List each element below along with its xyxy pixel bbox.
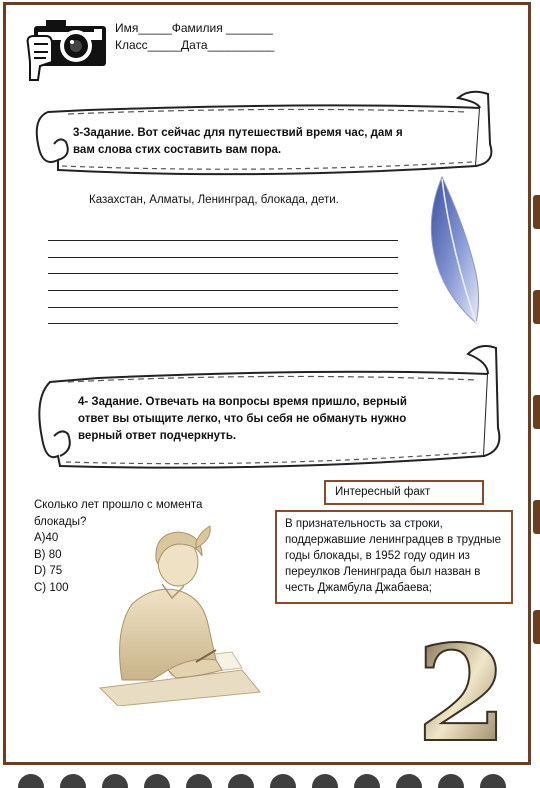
answer-option[interactable]: С) 100 [34,582,69,594]
camera-icon [24,14,110,84]
side-tab [533,290,540,324]
answer-line[interactable] [48,307,398,308]
woman-writing-figure [92,520,262,706]
svg-text:2: 2 [416,632,508,752]
answer-option[interactable]: D) 75 [34,565,63,577]
side-tab [533,610,540,644]
answer-line[interactable] [48,273,398,274]
answer-line[interactable] [48,257,398,258]
fact-text: В признательность за строки, поддержавшие ленинградцев в трудные годы блокады, в 1952 году один из переулков Ленинграда был назван в честь Джамбула Джабаева; [275,510,513,604]
side-tab [533,195,540,229]
task3-words: Казахстан, Алматы, Ленинград, блокада, дети. [89,194,339,206]
fact-title: Интересный факт [324,480,484,505]
decorative-number-two [412,632,512,752]
task4-text: 4- Задание. Отвечать на вопросы время пришло, верный ответ вы отыщите легко, что бы себя не обмануть нужно верный ответ подчеркнуть. [78,396,407,442]
question-prompt: Сколько лет прошло с момента блокады? [34,499,203,528]
name-line: Имя_____Фамилия _______ [115,21,273,35]
answer-option[interactable]: А)40 [34,532,59,544]
task3-text: 3-Задание. Вот сейчас для путешествий время час, дам я вам слова стих составить вам пора. [73,127,403,156]
feather-icon [420,175,492,327]
answer-option[interactable]: В) 80 [34,549,62,561]
answer-line[interactable] [48,290,398,291]
class-line: Класс_____Дата__________ [115,38,275,52]
side-tab [533,395,540,429]
answer-line[interactable] [48,240,398,241]
side-tab [533,500,540,534]
answer-line[interactable] [48,323,398,324]
